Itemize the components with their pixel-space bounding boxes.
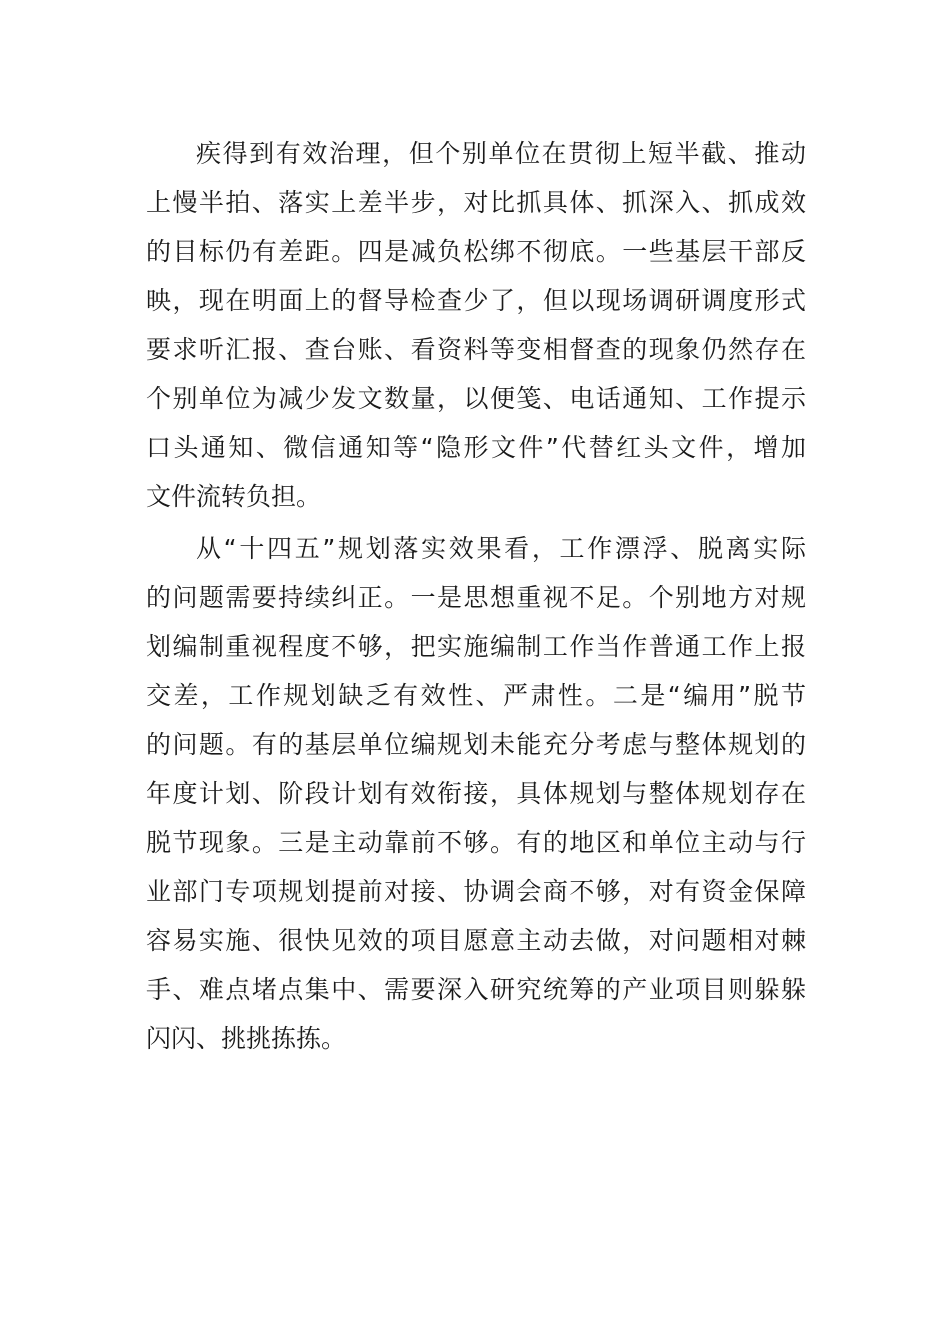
text-line: 文件流转负担。 xyxy=(146,482,322,511)
text-line: 上慢半拍、落实上差半步，对比抓具体、抓深入、抓成效 xyxy=(146,188,806,217)
text-line: 业部门专项规划提前对接、协调会商不够，对有资金保障 xyxy=(146,877,806,906)
text-line: 交差，工作规划缺乏有效性、严肃性。二是“编用”脱节 xyxy=(146,681,806,710)
text-line: 要求听汇报、查台账、看资料等变相督查的现象仍然存在 xyxy=(146,335,806,364)
text-line: 个别单位为减少发文数量，以便笺、电话通知、工作提示 xyxy=(146,384,806,413)
text-line: 脱节现象。三是主动靠前不够。有的地区和单位主动与行 xyxy=(146,828,806,857)
text-line: 从“十四五”规划落实效果看，工作漂浮、脱离实际 xyxy=(196,534,806,563)
text-line: 闪闪、挑挑拣拣。 xyxy=(146,1024,347,1053)
text-line: 的目标仍有差距。四是减负松绑不彻底。一些基层干部反 xyxy=(146,237,806,266)
paragraph-2 xyxy=(146,524,806,1063)
text-line: 的问题。有的基层单位编规划未能充分考虑与整体规划的 xyxy=(146,730,806,759)
text-line: 划编制重视程度不够，把实施编制工作当作普通工作上报 xyxy=(146,632,806,661)
text-line: 的问题需要持续纠正。一是思想重视不足。个别地方对规 xyxy=(146,583,806,612)
text-line: 映，现在明面上的督导检查少了，但以现场调研调度形式 xyxy=(146,286,806,315)
paragraph-1 xyxy=(146,129,806,521)
text-line: 年度计划、阶段计划有效衔接，具体规划与整体规划存在 xyxy=(146,779,806,808)
text-line: 疾得到有效治理，但个别单位在贯彻上短半截、推动 xyxy=(196,139,806,168)
text-line: 口头通知、微信通知等“隐形文件”代替红头文件，增加 xyxy=(146,433,806,462)
text-line: 容易实施、很快见效的项目愿意主动去做，对问题相对棘 xyxy=(146,926,806,955)
text-line: 手、难点堵点集中、需要深入研究统筹的产业项目则躲躲 xyxy=(146,975,806,1004)
